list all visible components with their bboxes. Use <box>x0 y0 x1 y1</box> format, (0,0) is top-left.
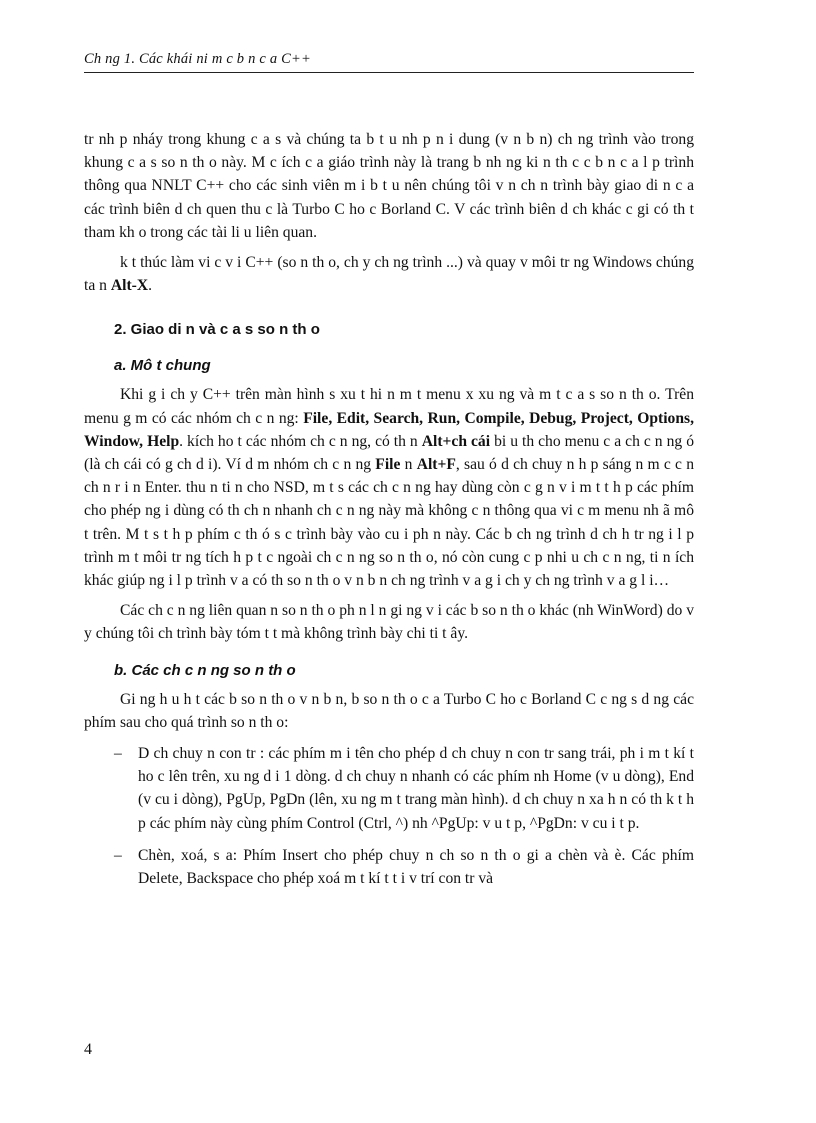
alt-x-shortcut: Alt-X <box>110 277 149 295</box>
page-body <box>84 128 694 899</box>
subsection-heading-b: b. Các ch c n ng so n th o <box>114 661 296 679</box>
page-header <box>84 50 694 73</box>
editing-intro-paragraph: Gi ng h u h t các b so n th o v n b n, b so n th o c a Turbo C ho c Borland C c ng s d ng các phím sau cho quá trình so n th o: <box>84 690 694 731</box>
overview-paragraph: Khi g i ch y C++ trên màn hình s xu t hi n m t menu x xu ng và m t c a s so n th o. Trên menu g m có các nhóm ch c n ng: File, Edit, Search, Run, Compile, Debug, Project, Options, Window, Help. kích ho t các nhóm ch c n ng, có th n Alt+ch cái bi u th cho menu c a ch c n ng ó (là ch cái có g ch d i). Ví d m nhóm ch c n ng File n Alt+F, sau ó d ch chuy n h p sáng n m c c n ch n r i n Enter. thu n ti n cho NSD, m t s các ch c n ng hay dùng còn c g n v i m t t h p các phím cho phép ng i dùng có th ch n nhanh ch c n ng này mà không c n thông qua vi c m menu nh ã mô t trên. M t s t h p phím c th ó s c trình bày vào cu i ph n này. Các b ch ng trình d ch h tr ng i l p trình m t môi tr ng tích h p t c ngoài ch c n ng so n th o, nó còn cung c p nhi u ch c n ng, ti n ích khác giúp ng i l p trình v a có th so n th o v n b n ch ng trình v a g i ch y ch ng trình v a g l i… <box>84 386 694 590</box>
related-functions-paragraph: Các ch c n ng liên quan n so n th o ph n l n gi ng v i các b so n th o khác (nh WinWord) do v y chúng tôi ch trình bày tóm t t mà không trình bày chi ti t ây. <box>84 602 694 643</box>
page-number: 4 <box>84 1041 92 1058</box>
exit-paragraph: k t thúc làm vi c v i C++ (so n th o, ch y ch ng trình ...) và quay v môi tr ng Windows chúng ta n Alt-X. <box>84 254 694 295</box>
list-item: – D ch chuy n con tr : các phím m i tên cho phép d ch chuy n con tr sang trái, ph i m t kí t ho c lên trên, xu ng d i 1 dòng. d ch chuy n nhanh có các phím nh Home (v u dòng), End (v cu i dòng), PgUp, PgDn (lên, xu ng m t trang màn hình). d ch chuy n xa h n có th k t h p các phím này cùng phím Control (Ctrl, ^) nh ^PgUp: v u t p, ^PgDn: v cu i t p. <box>84 742 694 835</box>
file-menu-name: File <box>375 456 401 474</box>
intro-paragraph: tr nh p nháy trong khung c a s và chúng ta b t u nh p n i dung (v n b n) ch ng trình vào trong khung c a s so n th o này. M c ích c a giáo trình này là trang b nh ng ki n th c c b n c a l p trình thông qua NNLT C++ cho các sinh viên m i b t u nên chúng tôi v n ch n trình bày giao di n c a các trình biên d ch quen thu c là Turbo C ho c Borland C. V các trình biên d ch khác c gi có th t tham kh o trong các tài li u liên quan. <box>84 131 694 241</box>
list-item: – Chèn, xoá, s a: Phím Insert cho phép chuy n ch so n th o gi a chèn và è. Các phím Delete, Backspace cho phép xoá m t kí t t i v trí con tr và <box>84 844 694 890</box>
section-heading-2: 2. Giao di n và c a s so n th o <box>114 321 320 339</box>
dash-bullet: – <box>114 745 122 763</box>
editing-keys-list <box>84 742 694 890</box>
alt-letter-shortcut: Alt+ch cái <box>421 432 491 450</box>
chapter-title: Ch ng 1. Các khái ni m c b n c a C++ <box>84 51 311 67</box>
subsection-heading-a: a. Mô t chung <box>114 357 211 375</box>
alt-f-shortcut: Alt+F <box>416 456 456 474</box>
dash-bullet: – <box>114 846 122 864</box>
menu-groups-list: File, Edit, Search, Run, Compile, Debug, Project, Options, Window, Help <box>84 409 694 450</box>
